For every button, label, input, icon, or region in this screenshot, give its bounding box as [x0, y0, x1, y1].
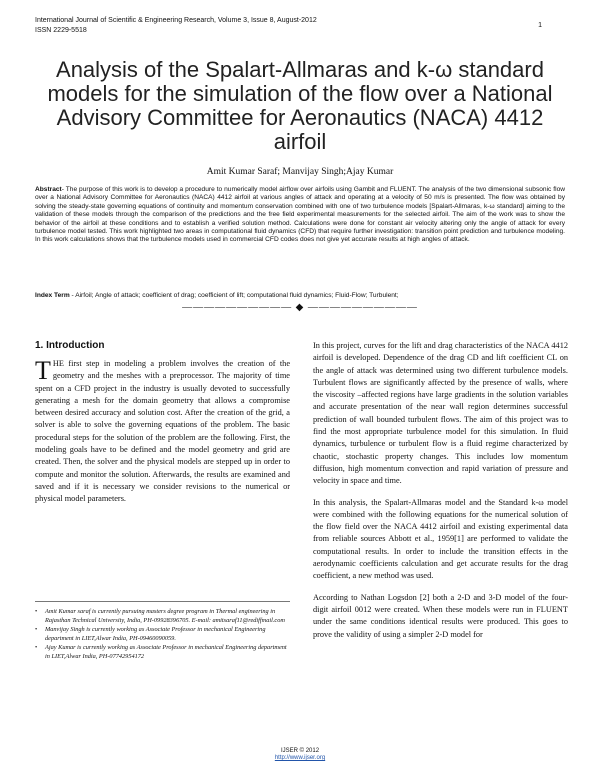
abstract-label: Abstract: [35, 186, 62, 193]
index-terms: [35, 292, 565, 300]
footnote-text: Manvijay Singh is currently working as Associate Professor in mechanical Engineering department in LIET,Alwar India, PH-09460090059.: [45, 626, 266, 642]
footer-link[interactable]: http://www.ijser.org: [274, 755, 326, 761]
body-paragraph: According to Nathan Logsdon [2] both a 2-D and 3-D model of the four-digit airfoil 0012 were created. When these models were run in FLUENT under the same conditions identical results were produced. This goes to prove the validity of using a simpler 2-D model for: [313, 592, 568, 639]
author-footnotes: [35, 601, 290, 663]
footer-copyright: IJSER © 2012: [280, 748, 320, 754]
left-column: [35, 340, 290, 506]
journal-header: [35, 16, 317, 36]
section-heading: 1. Introduction: [35, 340, 105, 351]
authors-line: Amit Kumar Saraf; Manvijay Singh;Ajay Kumar: [206, 167, 394, 177]
page-footer: [0, 748, 600, 762]
abstract-text: - The purpose of this work is to develop a procedure to numerically model airflow over airfoils using Gambit and FLUENT. The analysis of the two dimensional subsonic flow over a National Advisory Committee for Aeronautics (NACA) 4412 airfoil at various angles of attack and operating at a velocity of 50 m/s is presented. The flow was obtained by solving the steady-state governing equations of continuity and momentum conservation combined with one of two turbulence models [Spalart-Allmaras, k-ω standard] aiming to the validation of these models through the comparison of the predictions and the free field experimental measurements for the selected airfoil. The aim of the work was to show the behavior of the airfoil at these conditions and to establish a verified solution method. Calculations were done for constant air velocity altering only the angle of attack for every turbulence model tested. This work highlighted two areas in computational fluid dynamics (CFD) that require further investigation: transition point prediction and turbulence modeling. In this work calculations shows that the turbulence models used in commercial CFD codes does not give yet accurate results at high angles of attack.: [35, 186, 565, 244]
footnote-item: [35, 608, 290, 625]
index-terms-label: Index Term: [35, 292, 70, 299]
abstract: [35, 186, 565, 245]
paper-title: Analysis of the Spalart-Allmaras and k-ω standard models for the simulation of the flow over a National Advisory Committee for Aeronautics (NACA) 4412 airfoil: [47, 57, 553, 154]
footnote-item: [35, 626, 290, 643]
body-paragraph: In this analysis, the Spalart-Allmaras model and the Standard k-ω model were combined with the following equations for the numerical solution of the flow field over the NACA 4412 airfoil and existing experimental data from reliable sources Abbott et al., 1959[1] are performed to validate the computational results. In order to include the transition effects in the aerodynamic coefficients calculation and get accurate results for the drag coefficient, a new method was used.: [313, 497, 568, 581]
issn-line: ISSN 2229-5518: [35, 27, 87, 34]
drop-cap: T: [35, 356, 51, 385]
footnote-text: Ajay Kumar is currently working as Associate Professor in mechanical Engineering department in LIET,Alwar India, PH-07742954172: [45, 644, 287, 660]
footnote-item: [35, 644, 290, 661]
intro-text: HE first step in modeling a problem involves the creation of the geometry and the meshes with a preprocessor. The majority of time spent on a CFD project in the industry is usually devoted to successfully generating a mesh for the domain geometry that allows a compromise between desired accuracy and solution cost. After the creation of the grid, a solver is able to solve the governing equations of the problem. The basic procedural steps for the solution of the problem are the following. First, the modeling goals have to be defined and the model geometry and grid are created. Then, the solver and the physical models are stepped up in order to compute and monitor the solution. Afterwards, the results are examined and saved and if it is necessary we consider revisions to the numerical or physical model parameters.: [35, 359, 290, 504]
journal-line: International Journal of Scientific & Engineering Research, Volume 3, Issue 8, August-2012: [35, 17, 317, 24]
section-separator: —————————— ◆ ——————————: [182, 302, 418, 313]
footnote-text: Amit Kumar saraf is currently pursuing masters degree program in Thermal engineering in Rajasthan Technical University, India, PH-09928396705. E-mail: amitsaraf11@rediffmail.com: [45, 608, 285, 624]
bullet-icon: •: [35, 644, 38, 652]
intro-paragraph: [35, 358, 290, 506]
right-column: [313, 340, 568, 641]
bullet-icon: •: [35, 608, 38, 615]
bullet-icon: •: [35, 626, 38, 634]
page-number: 1: [538, 22, 542, 29]
index-terms-text: - Airfoil; Angle of attack; coefficient of drag; coefficient of lift; computational fluid dynamics; Fluid-Flow; Turbulent;: [69, 292, 399, 299]
body-paragraph: In this project, curves for the lift and drag characteristics of the NACA 4412 airfoil is developed. Dependence of the drag CD and lift coefficient CL on the angle of attack was determined using two different turbulence models. Turbulent flows are significantly affected by the presence of walls, where the viscosity –affected regions have large gradients in the solution variables and accurate presentation of the near wall region determines successful prediction of wall bounded turbulent flows. The aim of this project was to find the most appropriate turbulence model for this simulation. In fluid dynamics, turbulence or turbulent flow is a fluid regime characterized by chaotic, stochastic property changes. This includes low momentum diffusion, high momentum convection and rapid variation of pressure and velocity in space and time.: [313, 341, 568, 486]
